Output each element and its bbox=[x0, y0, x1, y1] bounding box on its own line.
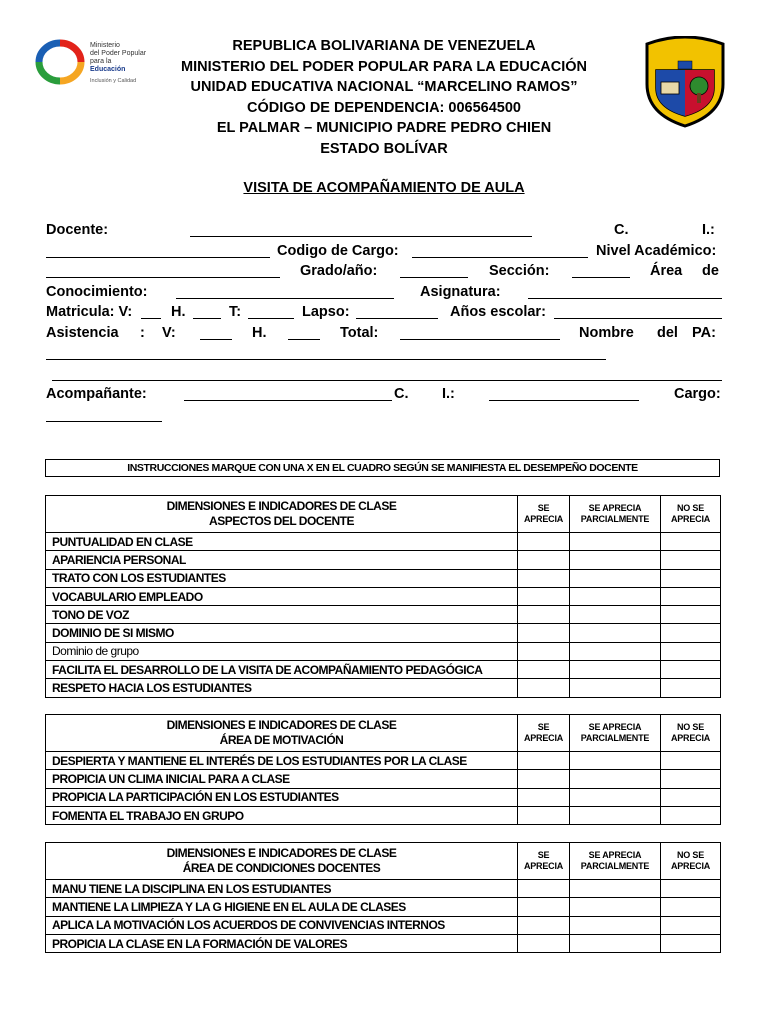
check-cell-no-se-aprecia[interactable] bbox=[661, 679, 721, 697]
table-header-title bbox=[46, 843, 518, 880]
area-label: Área bbox=[650, 263, 683, 279]
col-se-aprecia bbox=[518, 843, 570, 880]
table-header-title bbox=[46, 715, 518, 752]
check-cell-no-se-aprecia[interactable] bbox=[661, 569, 721, 587]
check-cell-parcialmente[interactable] bbox=[570, 606, 661, 624]
check-cell-parcialmente[interactable] bbox=[570, 551, 661, 569]
table-title: DIMENSIONES E INDICADORES DE CLASE bbox=[166, 499, 397, 513]
check-cell-parcialmente[interactable] bbox=[570, 569, 661, 587]
check-cell-se-aprecia[interactable] bbox=[518, 898, 570, 916]
table-area-motivacion bbox=[45, 714, 721, 825]
indicator-label: MANU TIENE LA DISCIPLINA EN LOS ESTUDIANTES bbox=[46, 880, 518, 898]
check-cell-no-se-aprecia[interactable] bbox=[661, 533, 721, 551]
table-row bbox=[46, 934, 721, 952]
asistencia-colon: : bbox=[140, 324, 145, 341]
acompanante-label: Acompañante: bbox=[46, 386, 147, 402]
logo-line: para la bbox=[90, 58, 112, 65]
docente-label: Docente: bbox=[46, 222, 109, 238]
col-label: SE APRECIA bbox=[588, 850, 642, 860]
col-label: PARCIALMENTE bbox=[580, 733, 650, 743]
col-label: PARCIALMENTE bbox=[580, 861, 650, 871]
col-se-aprecia bbox=[518, 715, 570, 752]
anos-escolar-label: Años escolar: bbox=[450, 304, 546, 320]
seccion-field[interactable] bbox=[572, 263, 630, 282]
check-cell-parcialmente[interactable] bbox=[570, 661, 661, 679]
seccion-label: Sección: bbox=[489, 263, 550, 279]
table-row bbox=[46, 551, 721, 569]
col-label: SE bbox=[537, 503, 550, 513]
check-cell-se-aprecia[interactable] bbox=[518, 551, 570, 569]
codigo-cargo-field[interactable] bbox=[412, 243, 588, 262]
table-row bbox=[46, 606, 721, 624]
table-row bbox=[46, 679, 721, 697]
check-cell-no-se-aprecia[interactable] bbox=[661, 642, 721, 660]
check-cell-parcialmente[interactable] bbox=[570, 642, 661, 660]
indicator-label: PROPICIA LA PARTICIPACIÓN EN LOS ESTUDIANTES bbox=[46, 788, 518, 806]
header-line: REPUBLICA BOLIVARIANA DE VENEZUELA bbox=[232, 38, 536, 54]
table-condiciones-docentes bbox=[45, 842, 721, 953]
nivel-academico-field[interactable] bbox=[46, 263, 280, 282]
col-label: NO SE bbox=[676, 722, 704, 732]
check-cell-no-se-aprecia[interactable] bbox=[661, 934, 721, 952]
indicator-label: FACILITA EL DESARROLLO DE LA VISITA DE ACOMPAÑAMIENTO PEDAGÓGICA bbox=[46, 661, 518, 679]
check-cell-no-se-aprecia[interactable] bbox=[661, 587, 721, 605]
check-cell-parcialmente[interactable] bbox=[570, 679, 661, 697]
check-cell-no-se-aprecia[interactable] bbox=[661, 880, 721, 898]
asistencia-h-label: H. bbox=[252, 324, 267, 341]
nombre-label: Nombre bbox=[579, 324, 634, 341]
col-se-aprecia bbox=[518, 496, 570, 533]
form-line-docente bbox=[46, 222, 722, 242]
header-line: EL PALMAR – MUNICIPIO PADRE PEDRO CHIEN bbox=[216, 120, 552, 136]
table-row bbox=[46, 880, 721, 898]
check-cell-parcialmente[interactable] bbox=[570, 880, 661, 898]
ci-label-c: C. bbox=[614, 222, 629, 238]
table-subtitle: ÁREA DE CONDICIONES DOCENTES bbox=[182, 861, 381, 875]
indicator-label: PUNTUALIDAD EN CLASE bbox=[46, 533, 518, 551]
check-cell-no-se-aprecia[interactable] bbox=[661, 661, 721, 679]
check-cell-no-se-aprecia[interactable] bbox=[661, 788, 721, 806]
ci-label-i: I.: bbox=[702, 222, 715, 238]
pa-label: PA: bbox=[692, 324, 716, 341]
check-cell-no-se-aprecia[interactable] bbox=[661, 606, 721, 624]
indicator-label: TONO DE VOZ bbox=[46, 606, 518, 624]
grado-field[interactable] bbox=[400, 263, 468, 282]
check-cell-parcialmente[interactable] bbox=[570, 934, 661, 952]
table-header-row bbox=[46, 843, 721, 880]
anos-escolar-field[interactable] bbox=[554, 304, 722, 323]
nombre-pa-field-continued[interactable] bbox=[52, 366, 722, 385]
col-label: SE bbox=[537, 722, 550, 732]
check-cell-se-aprecia[interactable] bbox=[518, 587, 570, 605]
indicator-label: TRATO CON LOS ESTUDIANTES bbox=[46, 569, 518, 587]
check-cell-se-aprecia[interactable] bbox=[518, 569, 570, 587]
matricula-label: Matricula: V: bbox=[46, 304, 133, 320]
form-line-grado bbox=[46, 263, 722, 283]
table-header-row bbox=[46, 715, 721, 752]
logo-tagline: Inclusión y Calidad bbox=[90, 78, 137, 84]
indicator-label: MANTIENE LA LIMPIEZA Y LA G HIGIENE EN EL AULA DE CLASES bbox=[46, 898, 518, 916]
col-label: APRECIA bbox=[670, 733, 711, 743]
table-row bbox=[46, 916, 721, 934]
form-line-cargo bbox=[46, 407, 722, 427]
table-row bbox=[46, 587, 721, 605]
indicator-label: Dominio de grupo bbox=[46, 642, 518, 660]
header-line: ESTADO BOLÍVAR bbox=[320, 140, 448, 157]
table-row bbox=[46, 770, 721, 788]
form-line-pa-2 bbox=[46, 366, 722, 386]
table-row bbox=[46, 642, 721, 660]
table-row bbox=[46, 533, 721, 551]
grado-label: Grado/año: bbox=[300, 263, 378, 279]
area-conocimiento-field[interactable] bbox=[176, 284, 394, 303]
col-label: SE APRECIA bbox=[588, 503, 642, 513]
col-label: SE bbox=[537, 850, 550, 860]
check-cell-se-aprecia[interactable] bbox=[518, 916, 570, 934]
table-row bbox=[46, 806, 721, 824]
check-cell-se-aprecia[interactable] bbox=[518, 806, 570, 824]
indicator-label: DESPIERTA Y MANTIENE EL INTERÉS DE LOS ESTUDIANTES POR LA CLASE bbox=[46, 752, 518, 770]
instructions-box bbox=[45, 459, 720, 477]
check-cell-no-se-aprecia[interactable] bbox=[661, 916, 721, 934]
col-label: APRECIA bbox=[523, 514, 564, 524]
indicator-label: DOMINIO DE SI MISMO bbox=[46, 624, 518, 642]
col-label: NO SE bbox=[676, 503, 704, 513]
indicator-label: FOMENTA EL TRABAJO EN GRUPO bbox=[46, 806, 518, 824]
asistencia-h-field[interactable] bbox=[288, 325, 320, 344]
table-header-row bbox=[46, 496, 721, 533]
check-cell-se-aprecia[interactable] bbox=[518, 788, 570, 806]
table-row bbox=[46, 788, 721, 806]
col-label: APRECIA bbox=[670, 514, 711, 524]
check-cell-parcialmente[interactable] bbox=[570, 770, 661, 788]
col-label: APRECIA bbox=[523, 733, 564, 743]
document-header bbox=[0, 36, 768, 159]
indicator-label: RESPETO HACIA LOS ESTUDIANTES bbox=[46, 679, 518, 697]
check-cell-parcialmente[interactable] bbox=[570, 624, 661, 642]
matricula-t-field[interactable] bbox=[248, 304, 294, 323]
acompanante-ci-i-label: I.: bbox=[442, 386, 455, 402]
check-cell-no-se-aprecia[interactable] bbox=[661, 806, 721, 824]
table-title: DIMENSIONES E INDICADORES DE CLASE bbox=[166, 846, 397, 860]
table-row bbox=[46, 661, 721, 679]
ci-field[interactable] bbox=[46, 243, 270, 262]
asistencia-v-label: V: bbox=[162, 324, 176, 341]
form-line-matricula bbox=[46, 304, 722, 324]
lapso-label: Lapso: bbox=[302, 304, 350, 320]
table-subtitle: ÁREA DE MOTIVACIÓN bbox=[219, 733, 344, 747]
check-cell-parcialmente[interactable] bbox=[570, 898, 661, 916]
form-line-codigo bbox=[46, 243, 722, 263]
check-cell-se-aprecia[interactable] bbox=[518, 934, 570, 952]
form-line-conocimiento bbox=[46, 284, 722, 304]
indicator-label: PROPICIA LA CLASE EN LA FORMACIÓN DE VALORES bbox=[46, 934, 518, 952]
total-field[interactable] bbox=[400, 325, 560, 344]
table-aspectos-docente bbox=[45, 495, 721, 698]
acompanante-ci-c-label: C. bbox=[394, 386, 409, 402]
asistencia-label: Asistencia bbox=[46, 324, 119, 341]
check-cell-se-aprecia[interactable] bbox=[518, 606, 570, 624]
check-cell-se-aprecia[interactable] bbox=[518, 770, 570, 788]
check-cell-no-se-aprecia[interactable] bbox=[661, 551, 721, 569]
asignatura-label: Asignatura: bbox=[420, 283, 501, 300]
header-line: UNIDAD EDUCATIVA NACIONAL “MARCELINO RAMOS” bbox=[190, 79, 578, 95]
cargo-label: Cargo: bbox=[674, 386, 721, 402]
table-row bbox=[46, 752, 721, 770]
logo-line: Educación bbox=[90, 66, 126, 73]
cargo-field[interactable] bbox=[46, 407, 162, 426]
check-cell-no-se-aprecia[interactable] bbox=[661, 770, 721, 788]
col-no-se-aprecia bbox=[661, 496, 721, 533]
acompanante-ci-field[interactable] bbox=[489, 386, 639, 405]
col-no-se-aprecia bbox=[661, 843, 721, 880]
check-cell-parcialmente[interactable] bbox=[570, 587, 661, 605]
check-cell-no-se-aprecia[interactable] bbox=[661, 898, 721, 916]
form-line-acompanante bbox=[46, 386, 722, 406]
col-parcialmente bbox=[570, 715, 661, 752]
col-parcialmente bbox=[570, 496, 661, 533]
table-title: DIMENSIONES E INDICADORES DE CLASE bbox=[166, 718, 397, 732]
header-line: MINISTERIO DEL PODER POPULAR PARA LA EDUCACIÓN bbox=[180, 58, 588, 75]
nombre-pa-field[interactable] bbox=[46, 345, 606, 364]
nombre-del-label: del bbox=[657, 324, 678, 341]
document-title: VISITA DE ACOMPAÑAMIENTO DE AULA bbox=[243, 180, 525, 196]
matricula-t-label: T: bbox=[229, 304, 242, 320]
form-line-asistencia bbox=[46, 325, 722, 345]
check-cell-no-se-aprecia[interactable] bbox=[661, 624, 721, 642]
table-row bbox=[46, 624, 721, 642]
col-label: APRECIA bbox=[670, 861, 711, 871]
col-label: PARCIALMENTE bbox=[580, 514, 650, 524]
check-cell-parcialmente[interactable] bbox=[570, 806, 661, 824]
table-header-title bbox=[46, 496, 518, 533]
col-label: SE APRECIA bbox=[588, 722, 642, 732]
table-subtitle: ASPECTOS DEL DOCENTE bbox=[209, 514, 354, 528]
indicator-label: PROPICIA UN CLIMA INICIAL PARA A CLASE bbox=[46, 770, 518, 788]
indicator-label: APARIENCIA PERSONAL bbox=[46, 551, 518, 569]
check-cell-se-aprecia[interactable] bbox=[518, 642, 570, 660]
matricula-v-field[interactable] bbox=[141, 304, 161, 323]
check-cell-parcialmente[interactable] bbox=[570, 533, 661, 551]
acompanante-field[interactable] bbox=[184, 386, 392, 405]
area-de-label: de bbox=[702, 263, 719, 279]
check-cell-se-aprecia[interactable] bbox=[518, 880, 570, 898]
col-no-se-aprecia bbox=[661, 715, 721, 752]
check-cell-parcialmente[interactable] bbox=[570, 752, 661, 770]
header-line: CÓDIGO DE DEPENDENCIA: 006564500 bbox=[247, 99, 521, 116]
check-cell-se-aprecia[interactable] bbox=[518, 533, 570, 551]
table-row bbox=[46, 898, 721, 916]
instructions-text: INSTRUCCIONES MARQUE CON UNA X EN EL CUADRO SEGÚN SE MANIFIESTA EL DESEMPEÑO DOCENTE bbox=[46, 460, 720, 477]
asignatura-field[interactable] bbox=[528, 284, 722, 303]
conocimiento-label: Conocimiento: bbox=[46, 283, 148, 300]
table-row bbox=[46, 569, 721, 587]
codigo-cargo-label: Codigo de Cargo: bbox=[277, 242, 399, 259]
matricula-h-label: H. bbox=[171, 304, 186, 320]
col-label: NO SE bbox=[676, 850, 704, 860]
indicator-label: VOCABULARIO EMPLEADO bbox=[46, 587, 518, 605]
logo-line: Ministerio bbox=[90, 42, 120, 49]
form-line-pa bbox=[46, 345, 722, 365]
check-cell-no-se-aprecia[interactable] bbox=[661, 752, 721, 770]
check-cell-se-aprecia[interactable] bbox=[518, 752, 570, 770]
col-parcialmente bbox=[570, 843, 661, 880]
col-label: APRECIA bbox=[523, 861, 564, 871]
check-cell-se-aprecia[interactable] bbox=[518, 624, 570, 642]
check-cell-se-aprecia[interactable] bbox=[518, 679, 570, 697]
logo-line: del Poder Popular bbox=[90, 50, 147, 57]
matricula-h-field[interactable] bbox=[193, 304, 221, 323]
docente-field[interactable] bbox=[190, 222, 532, 241]
check-cell-se-aprecia[interactable] bbox=[518, 661, 570, 679]
asistencia-v-field[interactable] bbox=[200, 325, 232, 344]
total-label: Total: bbox=[340, 324, 379, 341]
nivel-academico-label: Nivel Académico: bbox=[596, 242, 717, 259]
indicator-label: APLICA LA MOTIVACIÓN LOS ACUERDOS DE CONVIVENCIAS INTERNOS bbox=[46, 916, 518, 934]
check-cell-parcialmente[interactable] bbox=[570, 788, 661, 806]
lapso-field[interactable] bbox=[356, 304, 438, 323]
check-cell-parcialmente[interactable] bbox=[570, 916, 661, 934]
